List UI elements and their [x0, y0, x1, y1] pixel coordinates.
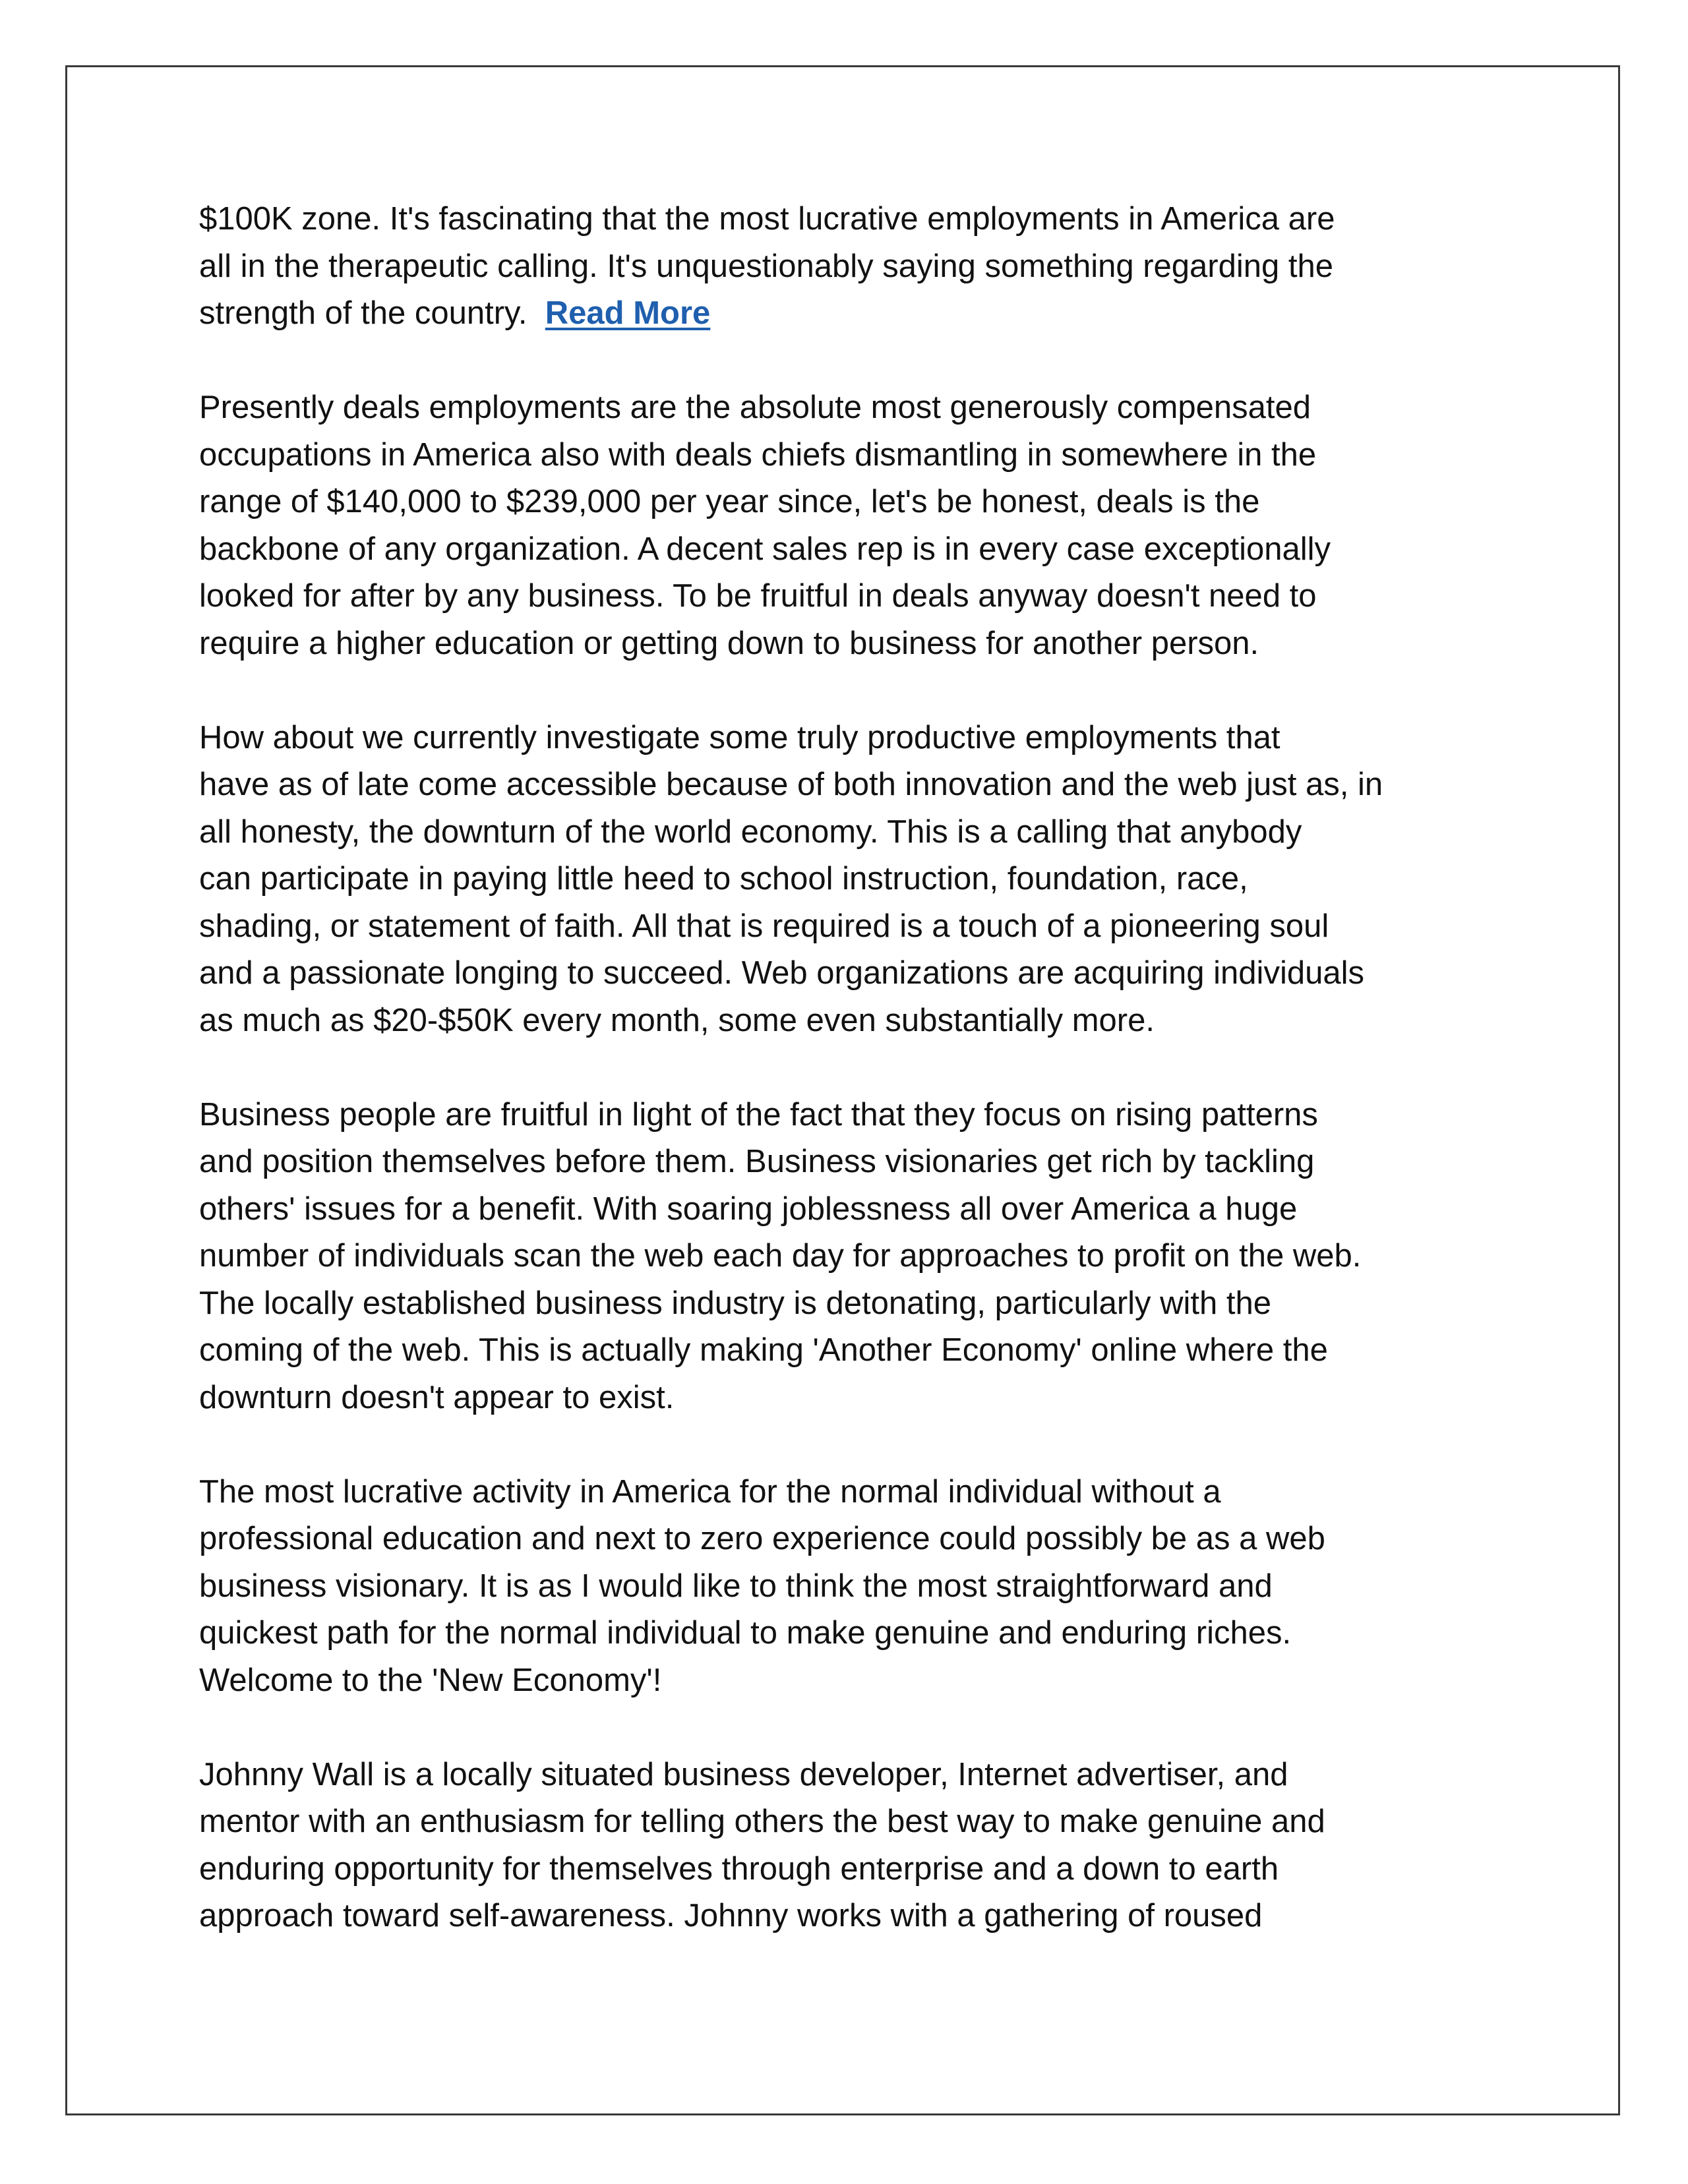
- text-line: range of $140,000 to $239,000 per year since, let's be honest, deals is the: [199, 484, 1260, 519]
- text-line: all honesty, the downturn of the world economy. This is a calling that anybody: [199, 813, 1302, 850]
- text-line: coming of the web. This is actually making 'Another Economy' online where the: [199, 1332, 1328, 1368]
- text-line: and a passionate longing to succeed. Web organizations are acquiring individuals: [199, 955, 1364, 991]
- text-line: quickest path for the normal individual to make genuine and enduring riches.: [199, 1615, 1292, 1651]
- text-line: Johnny Wall is a locally situated business developer, Internet advertiser, and: [199, 1756, 1288, 1792]
- text-line: How about we currently investigate some truly productive employments that: [199, 719, 1281, 755]
- text-line: as much as $20-$50K every month, some even substantially more.: [199, 1002, 1155, 1038]
- text-line: professional education and next to zero experience could possibly be as a web: [199, 1521, 1325, 1556]
- paragraph-4: [199, 1092, 1511, 1422]
- text-line: shading, or statement of faith. All that is required is a touch of a pioneering soul: [199, 908, 1329, 944]
- text-line: looked for after by any business. To be fruitful in deals anyway doesn't need to: [199, 578, 1317, 614]
- text-line: Business people are fruitful in light of the fact that they focus on rising patterns: [199, 1096, 1318, 1133]
- paragraph-6: [199, 1752, 1511, 1940]
- paragraph-1: [199, 196, 1511, 338]
- text-line: Presently deals employments are the absolute most generously compensated: [199, 390, 1311, 425]
- paragraph-5: [199, 1469, 1511, 1705]
- document-body: [199, 196, 1511, 1987]
- text-line: backbone of any organization. A decent sales rep is in every case exceptionally: [199, 531, 1331, 567]
- text-line: and position themselves before them. Business visionaries get rich by tackling: [199, 1144, 1315, 1179]
- text-line: [199, 290, 1511, 338]
- text-line: $100K zone. It's fascinating that the most lucrative employments in America are: [199, 201, 1335, 237]
- text-line: The most lucrative activity in America for the normal individual without a: [199, 1473, 1221, 1510]
- text-line: approach toward self-awareness. Johnny works with a gathering of roused: [199, 1898, 1263, 1933]
- text-line: number of individuals scan the web each day for approaches to profit on the web.: [199, 1238, 1362, 1274]
- paragraph-3: [199, 715, 1511, 1045]
- text-line: all in the therapeutic calling. It's unquestionably saying something regarding the: [199, 248, 1333, 284]
- text-line: downturn doesn't appear to exist.: [199, 1379, 675, 1415]
- text-line: require a higher education or getting down to business for another person.: [199, 625, 1259, 661]
- read-more-link[interactable]: Read More: [545, 295, 711, 331]
- text-line: Welcome to the 'New Economy'!: [199, 1662, 662, 1698]
- text-line: have as of late come accessible because of both innovation and the web just as, in: [199, 767, 1383, 802]
- text-line: mentor with an enthusiasm for telling others the best way to make genuine and: [199, 1804, 1325, 1839]
- text-line-content: strength of the country.: [199, 295, 528, 331]
- text-line: others' issues for a benefit. With soaring joblessness all over America a huge: [199, 1191, 1298, 1227]
- text-line: enduring opportunity for themselves through enterprise and a down to earth: [199, 1850, 1279, 1887]
- text-line: The locally established business industry is detonating, particularly with the: [199, 1285, 1272, 1321]
- text-line: can participate in paying little heed to school instruction, foundation, race,: [199, 861, 1248, 897]
- text-line: occupations in America also with deals chiefs dismantling in somewhere in the: [199, 436, 1317, 473]
- text-line: business visionary. It is as I would like to think the most straightforward and: [199, 1568, 1273, 1604]
- paragraph-2: [199, 384, 1511, 667]
